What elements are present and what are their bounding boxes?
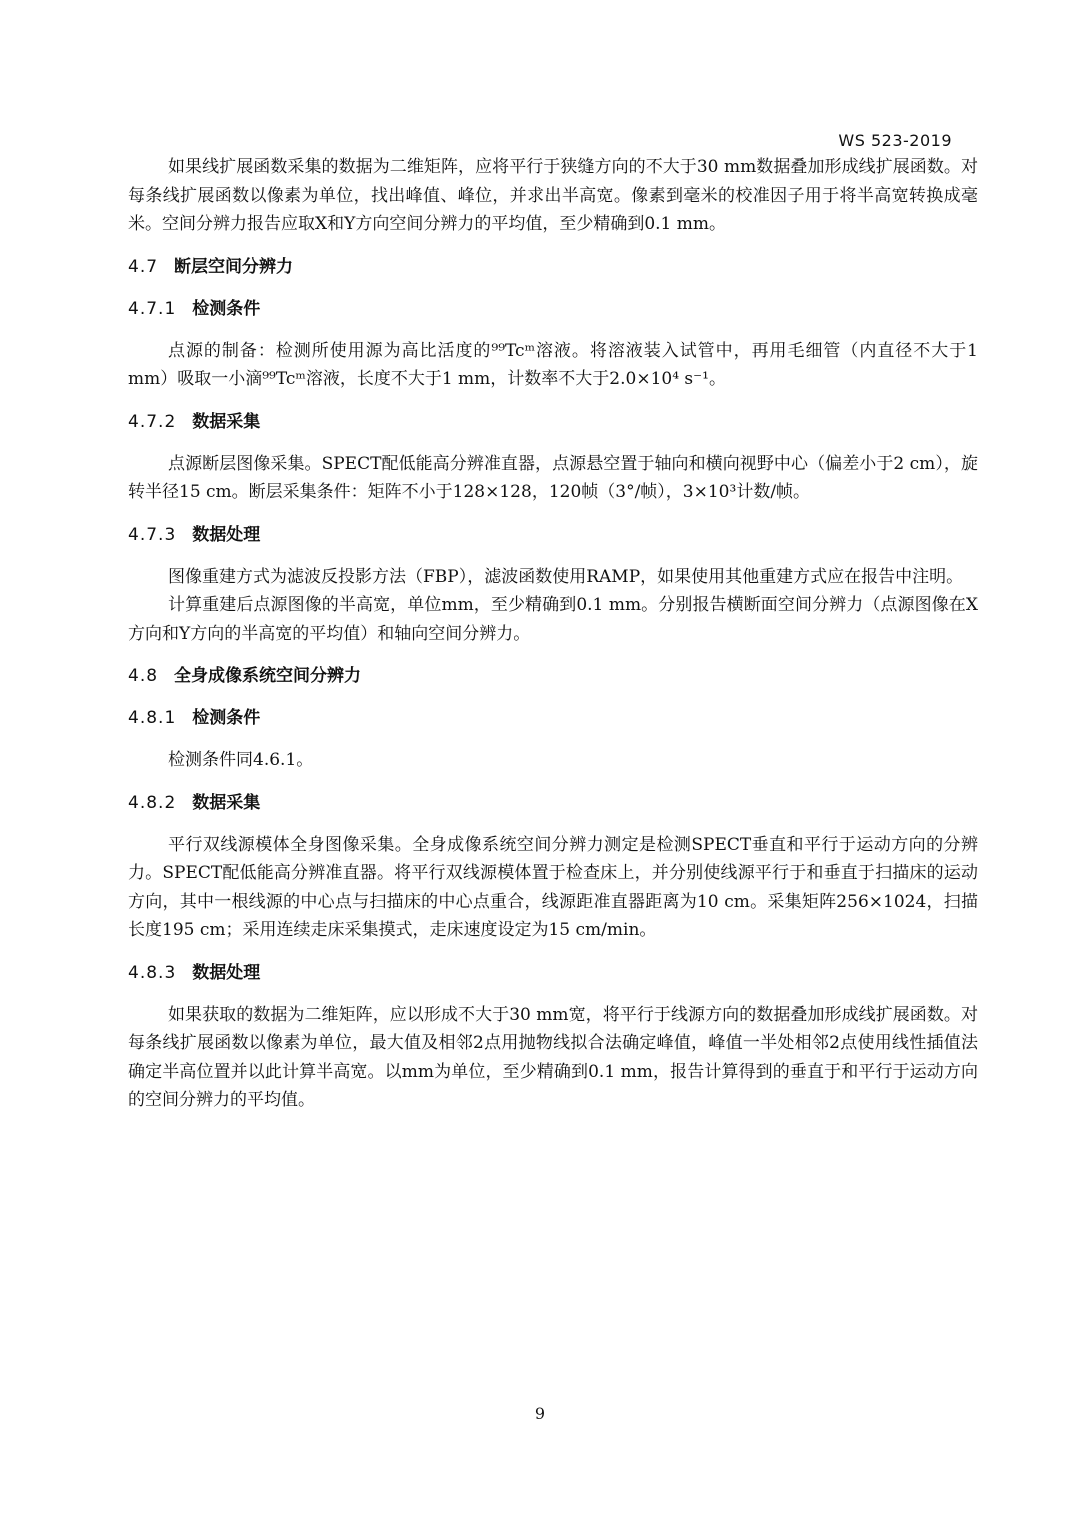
section-title: 全身成像系统空间分辨力: [174, 666, 362, 686]
section-title: 数据采集: [192, 792, 261, 813]
section-number: 4.7.3: [128, 524, 177, 545]
section-heading-4-8-3: [128, 959, 978, 987]
section-number: 4.8.1: [128, 708, 177, 728]
section-heading-4-7-1: [128, 295, 978, 323]
section-number: 4.7.2: [128, 411, 177, 432]
section-heading-4-7-2: [128, 408, 978, 436]
paragraph: 检测条件同4.6.1。: [168, 750, 314, 770]
page-number: 9: [534, 1404, 546, 1423]
document-body: [128, 153, 978, 1115]
section-title: 检测条件: [192, 298, 261, 319]
document-code: WS 523-2019: [838, 131, 952, 150]
paragraph: 图像重建方式为滤波反投影方法（FBP），滤波函数使用RAMP，如果使用其他重建方式应在报告中注明。: [168, 566, 964, 587]
section-title: 断层空间分辨力: [174, 256, 294, 277]
section-heading-4-8: [128, 662, 978, 690]
section-title: 检测条件: [192, 708, 261, 728]
section-number: 4.7: [128, 256, 159, 277]
paragraph: 点源的制备：检测所使用源为高比活度的⁹⁹Tcᵐ溶液。将溶液装入试管中，再用毛细管（内直径不大于1 mm）吸取一小滴⁹⁹Tcᵐ溶液，长度不大于1 mm，计数率不大于2.0×10⁴ s⁻¹。: [128, 340, 978, 389]
section-heading-4-8-2: [128, 789, 978, 817]
section-number: 4.8.3: [128, 962, 177, 983]
section-title: 数据处理: [192, 962, 261, 983]
section-title: 数据采集: [192, 411, 261, 432]
paragraph: 如果获取的数据为二维矩阵，应以形成不大于30 mm宽，将平行于线源方向的数据叠加形成线扩展函数。对每条线扩展函数以像素为单位，最大值及相邻2点用抛物线拟合法确定峰值，峰值一半处相邻2点使用线性插值法确定半高位置并以此计算半高宽。以mm为单位，至少精确到0.1 mm，报告计算得到的垂直于和平行于运动方向的空间分辨力的平均值。: [128, 1004, 978, 1110]
paragraph: 如果线扩展函数采集的数据为二维矩阵，应将平行于狭缝方向的不大于30 mm数据叠加形成线扩展函数。对每条线扩展函数以像素为单位，找出峰值、峰位，并求出半高宽。像素到毫米的校准因子用于将半高宽转换成毫米。空间分辨力报告应取X和Y方向空间分辨力的平均值，至少精确到0.1 mm。: [128, 157, 978, 234]
paragraph: 平行双线源模体全身图像采集。全身成像系统空间分辨力测定是检测SPECT垂直和平行于运动方向的分辨力。SPECT配低能高分辨准直器。将平行双线源模体置于检查床上，并分别使线源平行于和垂直于扫描床的运动方向，其中一根线源的中心点与扫描床的中心点重合，线源距准直器距离为10 cm。采集矩阵256×1024，扫描长度195 cm；采用连续走床采集摸式，走床速度设定为15 cm/min。: [128, 834, 978, 940]
paragraph: 计算重建后点源图像的半高宽，单位mm，至少精确到0.1 mm。分别报告横断面空间分辨力（点源图像在X方向和Y方向的半高宽的平均值）和轴向空间分辨力。: [128, 595, 978, 644]
section-title: 数据处理: [192, 524, 261, 545]
section-number: 4.8: [128, 666, 159, 686]
section-heading-4-7: [128, 253, 978, 281]
section-number: 4.7.1: [128, 298, 177, 319]
section-heading-4-7-3: [128, 521, 978, 549]
section-number: 4.8.2: [128, 792, 177, 813]
section-heading-4-8-1: [128, 704, 978, 732]
paragraph: 点源断层图像采集。SPECT配低能高分辨准直器，点源悬空置于轴向和横向视野中心（偏差小于2 cm），旋转半径15 cm。断层采集条件：矩阵不小于128×128，120帧（3°/帧），3×10³计数/帧。: [128, 453, 978, 502]
